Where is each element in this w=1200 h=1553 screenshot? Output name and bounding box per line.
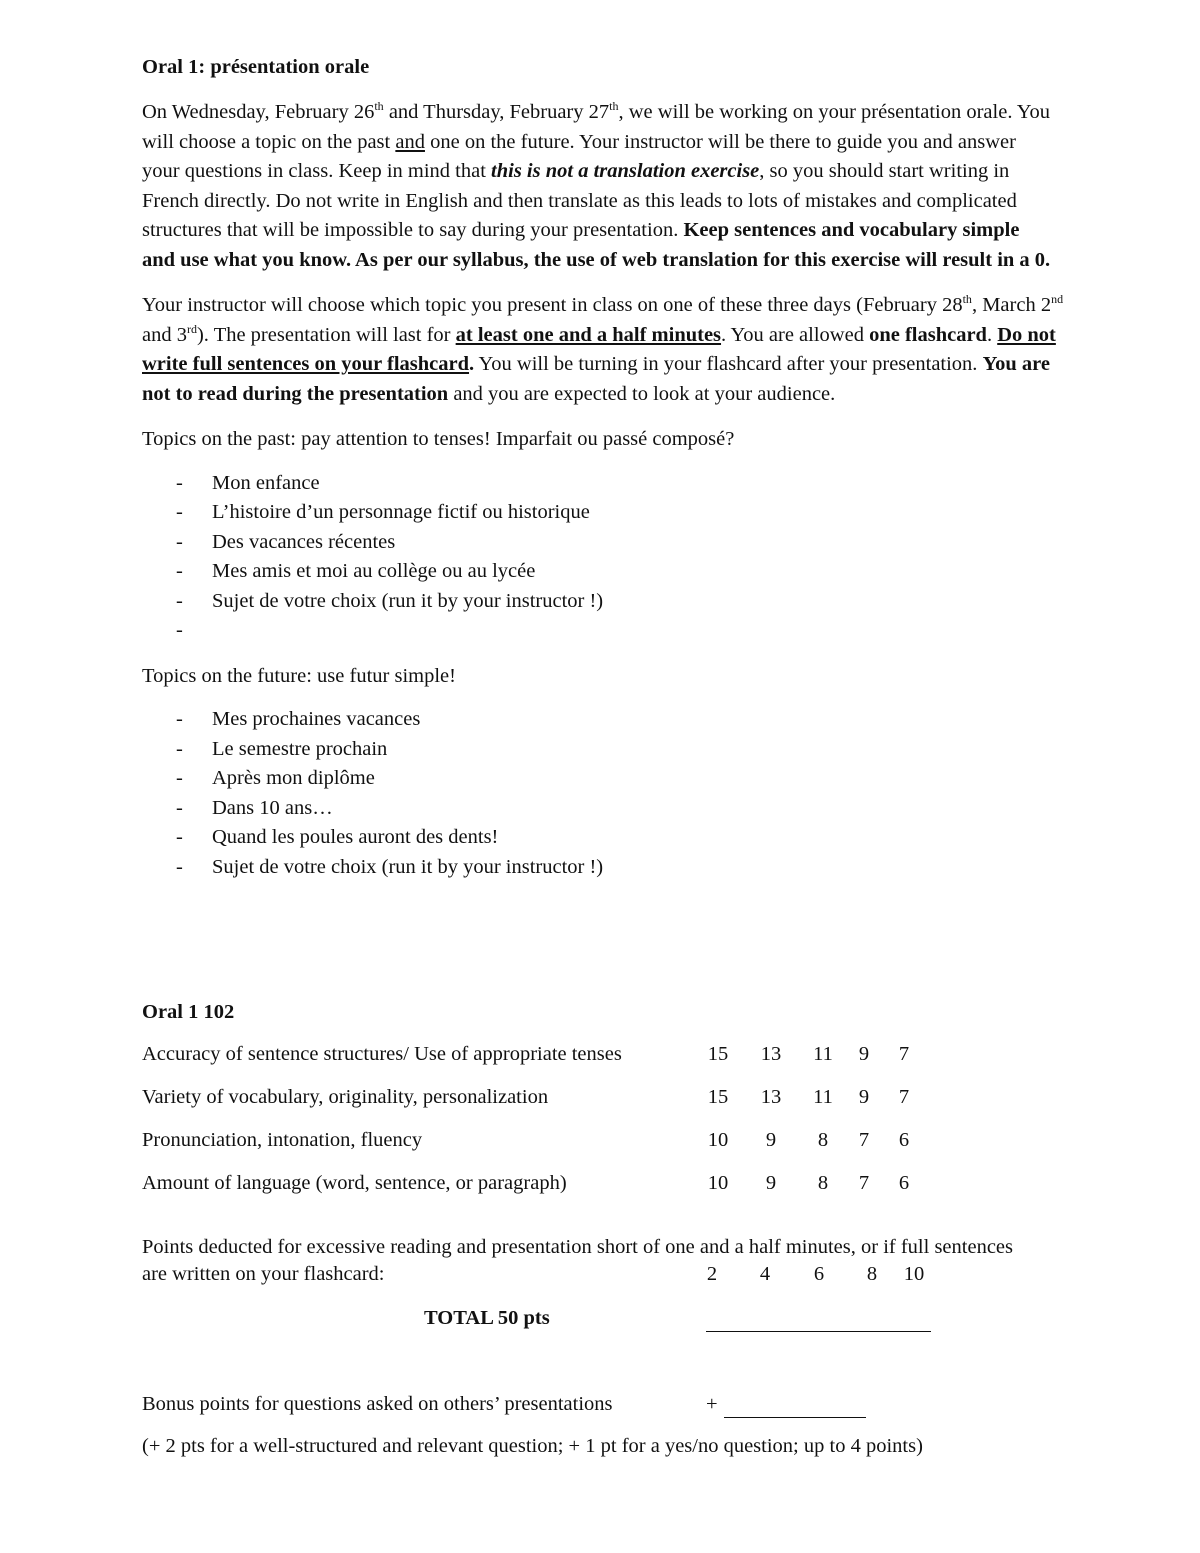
rubric-score: 9 — [765, 1129, 777, 1151]
rubric-score: 7 — [858, 1172, 870, 1194]
rubric-score: 13 — [760, 1086, 782, 1108]
instructions-paragraph — [142, 291, 1067, 409]
intro-text: , so you should start writing in French directly. Do not write in English and then translate as this leads to lots of mistakes and complicated structures that will be impossible to say during your presentation. — [142, 160, 1017, 241]
instructions-text: You will be turning in your flashcard after your presentation. — [474, 353, 983, 375]
superscript: rd — [186, 321, 197, 336]
topic-item — [142, 794, 1162, 824]
dash-bullet: - — [176, 708, 183, 730]
rubric-criterion: Pronunciation, intonation, fluency — [142, 1129, 423, 1151]
rubric-criterion: Amount of language (word, sentence, or paragraph) — [142, 1172, 567, 1194]
flashcard-allowance: one flashcard — [869, 323, 987, 346]
instructions-text: . — [986, 323, 998, 346]
dash-bullet: - — [176, 826, 183, 848]
rubric-score: 9 — [858, 1086, 870, 1108]
topic-item — [142, 498, 1162, 528]
superscript: th — [609, 99, 619, 113]
bonus-label: Bonus points for questions asked on others’ presentations — [142, 1393, 613, 1415]
instructions-text: . You are allowed — [721, 323, 870, 346]
intro-text: On Wednesday, February 26 — [142, 101, 375, 123]
rubric-score: 7 — [898, 1086, 910, 1108]
topic-text: Après mon diplôme — [212, 767, 375, 789]
deduction-scores-row — [142, 1261, 1152, 1288]
instructions-text: and you are expected to look at your audience. — [448, 382, 836, 405]
topic-item — [142, 853, 1162, 883]
rubric-score: 15 — [707, 1043, 729, 1065]
dash-bullet: - — [176, 619, 183, 641]
dash-bullet: - — [176, 589, 183, 612]
topic-item — [142, 616, 1162, 646]
duration-requirement: at least one and a half minutes — [455, 323, 722, 346]
past-topics-list — [142, 469, 1162, 646]
dash-bullet: - — [176, 737, 183, 760]
dash-bullet: - — [176, 796, 183, 819]
intro-text: and Thursday, February 27 — [383, 101, 610, 123]
topic-item — [142, 735, 1162, 765]
rubric-score: 15 — [707, 1086, 729, 1108]
deduction-text: Points deducted for excessive reading and presentation short of one and a half minutes, or if full sentences — [142, 1236, 1013, 1258]
past-topics-heading: Topics on the past: pay attention to tenses! Imparfait ou passé composé? — [142, 428, 735, 450]
bonus-note: (+ 2 pts for a well-structured and relevant question; + 1 pt for a yes/no question; up to 4 points) — [142, 1435, 923, 1457]
bold-instruction: Keep sentences and vocabulary simple and use what you know. As per our syllabus, the use of web translation for this exercise will result in a 0. — [142, 219, 1051, 271]
rubric-score: 10 — [707, 1172, 729, 1194]
total-blank-line — [706, 1331, 931, 1332]
topic-item — [142, 469, 1162, 499]
future-topics-heading: Topics on the future: use futur simple! — [142, 664, 456, 687]
rubric-criterion: Accuracy of sentence structures/ Use of appropriate tenses — [142, 1043, 622, 1065]
topic-item — [142, 557, 1162, 587]
deduction-score: 8 — [866, 1263, 878, 1285]
topic-item — [142, 764, 1162, 794]
topic-text: Mes amis et moi au collège ou au lycée — [212, 560, 536, 582]
dash-bullet: - — [176, 471, 183, 494]
rubric-score: 8 — [817, 1129, 829, 1151]
dash-bullet: - — [176, 855, 183, 878]
deduction-text-2: are written on your flashcard: — [142, 1263, 385, 1285]
topic-text: Sujet de votre choix (run it by your instructor !) — [212, 855, 604, 878]
topic-text: Mes prochaines vacances — [212, 708, 421, 730]
document-page — [142, 52, 1162, 1457]
topic-text: Des vacances récentes — [212, 530, 396, 553]
total-label: TOTAL 50 pts — [424, 1307, 550, 1329]
rubric-row — [142, 1083, 1042, 1113]
flashcard-rule: Do not write full sentences on your flashcard — [142, 323, 1056, 375]
rubric-score: 7 — [898, 1043, 910, 1065]
rubric-score: 6 — [898, 1129, 910, 1151]
instructions-text: , March 2 — [971, 294, 1052, 316]
deduction-score: 4 — [759, 1263, 771, 1285]
dash-bullet: - — [176, 530, 183, 553]
topic-item — [142, 823, 1162, 853]
topic-text: L’histoire d’un personnage fictif ou historique — [212, 501, 590, 523]
topic-item — [142, 528, 1162, 558]
emphasis-not-translation: this is not a translation exercise — [491, 160, 760, 182]
bonus-plus: + — [706, 1393, 718, 1415]
topic-text: Dans 10 ans… — [212, 796, 333, 819]
rubric-score: 6 — [898, 1172, 910, 1194]
rubric-criterion: Variety of vocabulary, originality, personalization — [142, 1086, 549, 1108]
superscript: nd — [1051, 292, 1064, 306]
instructions-text: . — [469, 353, 475, 375]
topic-text: Mon enfance — [212, 471, 320, 494]
superscript: th — [374, 99, 384, 113]
intro-text: one on the future. Your instructor will be there to guide you and answer your questions in class. Keep in mind that — [142, 130, 1016, 182]
deduction-section — [142, 1234, 1152, 1288]
topic-item — [142, 705, 1162, 735]
instructions-text: and 3 — [142, 323, 187, 346]
rubric-score: 11 — [813, 1086, 833, 1108]
reading-rule: You are not to read during the presentation — [142, 353, 1050, 405]
page-title: Oral 1: présentation orale — [142, 56, 370, 78]
rubric-score: 8 — [817, 1172, 829, 1194]
underlined-and: and — [395, 130, 425, 153]
superscript: th — [962, 292, 972, 306]
rubric-score: 13 — [760, 1043, 782, 1065]
rubric-score: 10 — [707, 1129, 729, 1151]
bonus-blank-line — [724, 1417, 866, 1418]
intro-text: , we will be working on your présentation orale. You will choose a topic on the past — [142, 101, 1051, 153]
dash-bullet: - — [176, 560, 183, 582]
dash-bullet: - — [176, 501, 183, 523]
rubric-score: 11 — [813, 1043, 833, 1065]
topic-text: Le semestre prochain — [212, 737, 388, 760]
topic-text: Quand les poules auront des dents! — [212, 826, 499, 848]
dash-bullet: - — [176, 767, 183, 789]
rubric-score: 9 — [858, 1043, 870, 1065]
instructions-text: Your instructor will choose which topic you present in class on one of these three days (February 28 — [142, 294, 963, 316]
rubric-score: 9 — [765, 1172, 777, 1194]
rubric-title: Oral 1 102 — [142, 1001, 235, 1023]
deduction-score: 2 — [706, 1263, 718, 1285]
rubric-row — [142, 1169, 1042, 1199]
deduction-score: 10 — [903, 1263, 925, 1285]
instructions-text: ). The presentation will last for — [196, 323, 456, 346]
future-topics-list — [142, 705, 1162, 882]
deduction-score: 6 — [813, 1263, 825, 1285]
rubric-row — [142, 1126, 1042, 1156]
topic-text: Sujet de votre choix (run it by your instructor !) — [212, 589, 604, 612]
rubric-row — [142, 1040, 1042, 1070]
rubric-score: 7 — [858, 1129, 870, 1151]
intro-paragraph — [142, 98, 1057, 275]
topic-item — [142, 587, 1162, 617]
